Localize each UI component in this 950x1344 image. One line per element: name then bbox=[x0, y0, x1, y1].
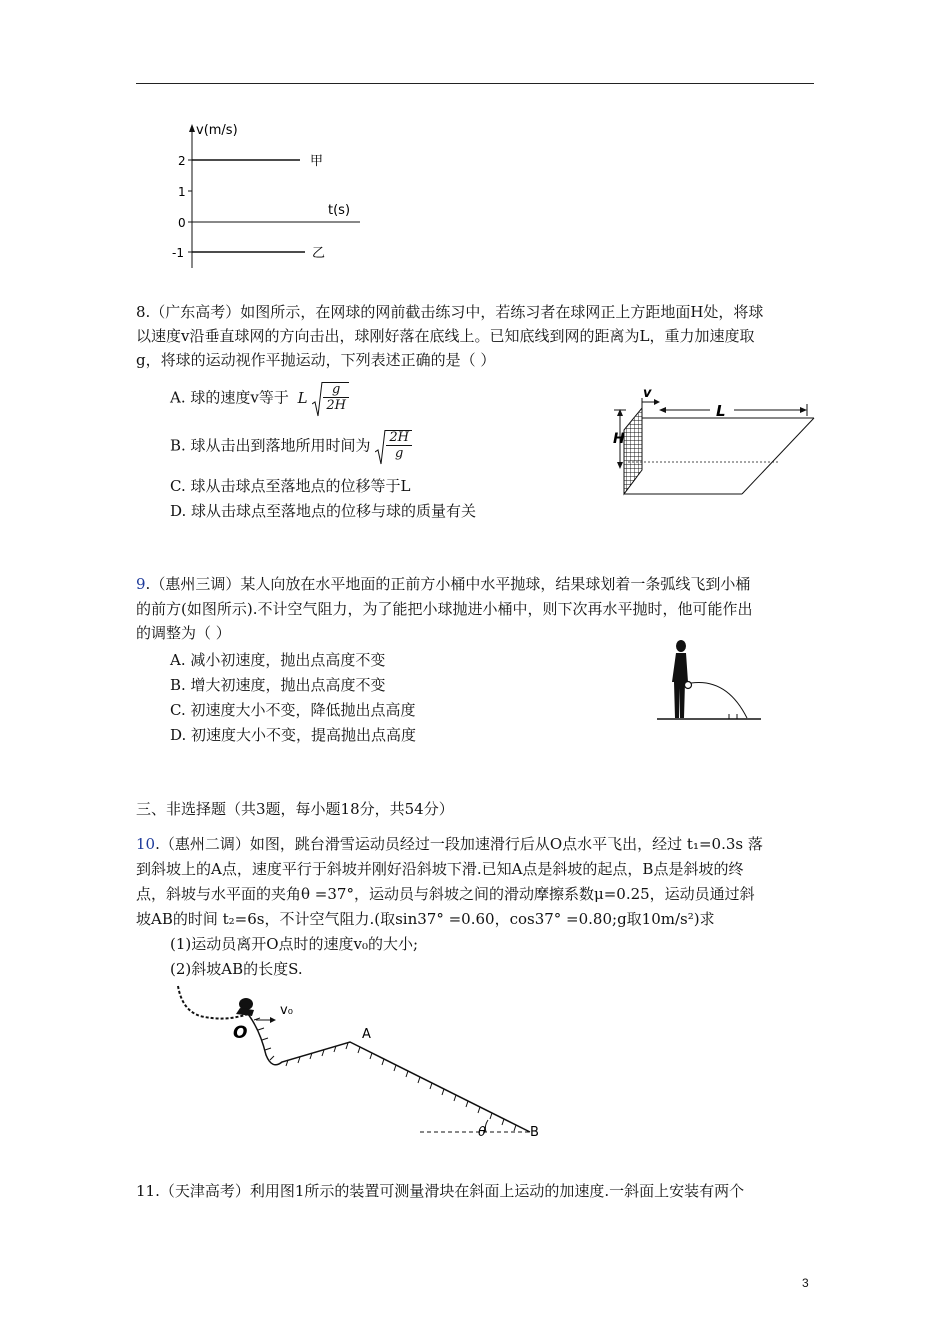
q8-option-a-den: 2H bbox=[326, 398, 346, 413]
vt-label-jia: 甲 bbox=[310, 154, 324, 169]
q9-line1 bbox=[136, 574, 750, 594]
vt-tick-0: 0 bbox=[178, 216, 186, 230]
q8-option-a-text: A. 球的速度v等于 bbox=[170, 388, 289, 407]
ski-point-B: B bbox=[530, 1125, 539, 1140]
q10-line1-text: .（惠州二调）如图，跳台滑雪运动员经过一段加速滑行后从O点水平飞出，经过 t₁=0.3s 落 bbox=[155, 835, 763, 853]
q8-option-c: C. 球从击球点至落地点的位移等于L bbox=[170, 477, 411, 495]
q10-sub-question-1: (1)运动员离开O点时的速度v₀的大小; bbox=[170, 935, 419, 953]
q8-option-b-text: B. 球从击出到落地所用时间为 bbox=[170, 436, 371, 455]
q8-option-d: D. 球从击球点至落地点的位移与球的质量有关 bbox=[170, 502, 477, 520]
q9-line1-text: .（惠州三调）某人向放在水平地面的正前方小桶中水平抛球，结果球划着一条弧线飞到小桶 bbox=[145, 575, 751, 593]
q8-line1: 8.（广东高考）如图所示，在网球的网前截击练习中，若练习者在球网正上方距地面H处，将球 bbox=[136, 303, 764, 321]
q8-option-b bbox=[170, 430, 412, 461]
q10-line2: 到斜坡上的A点，速度平行于斜坡并刚好沿斜坡下滑.已知A点是斜坡的起点，B点是斜坡的终 bbox=[136, 860, 744, 878]
q9-line2: 的前方(如图所示).不计空气阻力，为了能把小球抛进小桶中，则下次再水平抛时，他可能作出 bbox=[136, 600, 753, 618]
q8-line3: g，将球的运动视作平抛运动，下列表述正确的是（ ） bbox=[136, 351, 496, 369]
q9-option-c: C. 初速度大小不变，降低抛出点高度 bbox=[170, 701, 416, 719]
q9-option-d: D. 初速度大小不变，提高抛出点高度 bbox=[170, 726, 417, 744]
q11-line1 bbox=[136, 1181, 744, 1201]
fig8-H-label: H bbox=[613, 431, 625, 447]
sqrt-sign bbox=[312, 382, 349, 413]
q8-option-a-coef: L bbox=[297, 388, 308, 407]
fig8-L-label: L bbox=[716, 402, 726, 420]
ski-v0-label: v₀ bbox=[280, 1003, 293, 1018]
q9-line3: 的调整为（ ） bbox=[136, 624, 231, 642]
q11-line1-text: .（天津高考）利用图1所示的装置可测量滑块在斜面上运动的加速度.一斜面上安装有两个 bbox=[155, 1182, 745, 1200]
vt-x-label: t(s) bbox=[328, 203, 351, 218]
vt-graph bbox=[160, 118, 360, 278]
section-3-heading: 三、非选择题（共3题，每小题18分，共54分） bbox=[136, 800, 454, 818]
q10-line4: 坡AB的时间 t₂=6s，不计空气阻力.(取sin37° =0.60，cos37° =0.80;g取10m/s²)求 bbox=[136, 910, 715, 928]
q10-number: 10 bbox=[136, 835, 156, 853]
header-rule bbox=[136, 83, 814, 84]
q10-line1 bbox=[136, 834, 763, 854]
ski-angle-theta: θ bbox=[478, 1125, 486, 1140]
vt-y-label: v(m/s) bbox=[196, 123, 238, 138]
fig8-v-label: v bbox=[643, 388, 652, 401]
q10-line3: 点，斜坡与水平面的夹角θ =37°，运动员与斜坡之间的滑动摩擦系数μ=0.25，运动员通过斜 bbox=[136, 885, 755, 903]
q8-line2: 以速度v沿垂直球网的方向击出，球刚好落在底线上。已知底线到网的距离为L，重力加速度取 bbox=[136, 327, 755, 345]
q8-option-a bbox=[170, 382, 349, 413]
q9-option-b: B. 增大初速度，抛出点高度不变 bbox=[170, 676, 386, 694]
person-throwing-figure bbox=[655, 638, 765, 724]
page-number: 3 bbox=[802, 1276, 809, 1290]
vt-tick-1: 1 bbox=[178, 185, 186, 199]
tennis-court-figure bbox=[610, 388, 830, 500]
ski-point-A: A bbox=[362, 1027, 371, 1042]
q9-option-a: A. 减小初速度，抛出点高度不变 bbox=[170, 651, 386, 669]
q10-sub-question-2: (2)斜坡AB的长度S. bbox=[170, 960, 303, 978]
ski-jump-figure bbox=[170, 980, 550, 1140]
sqrt-sign bbox=[375, 430, 412, 461]
q8-option-b-num: 2H bbox=[386, 430, 412, 446]
q8-option-a-num: g bbox=[323, 382, 349, 398]
q9-number: 9 bbox=[136, 575, 146, 593]
vt-tick-2: 2 bbox=[178, 154, 186, 168]
q11-number: 11 bbox=[136, 1182, 156, 1200]
ski-point-O: O bbox=[233, 1023, 248, 1043]
vt-label-yi: 乙 bbox=[312, 246, 326, 261]
q8-option-b-den: g bbox=[394, 446, 404, 461]
vt-tick-neg1: -1 bbox=[172, 246, 184, 260]
